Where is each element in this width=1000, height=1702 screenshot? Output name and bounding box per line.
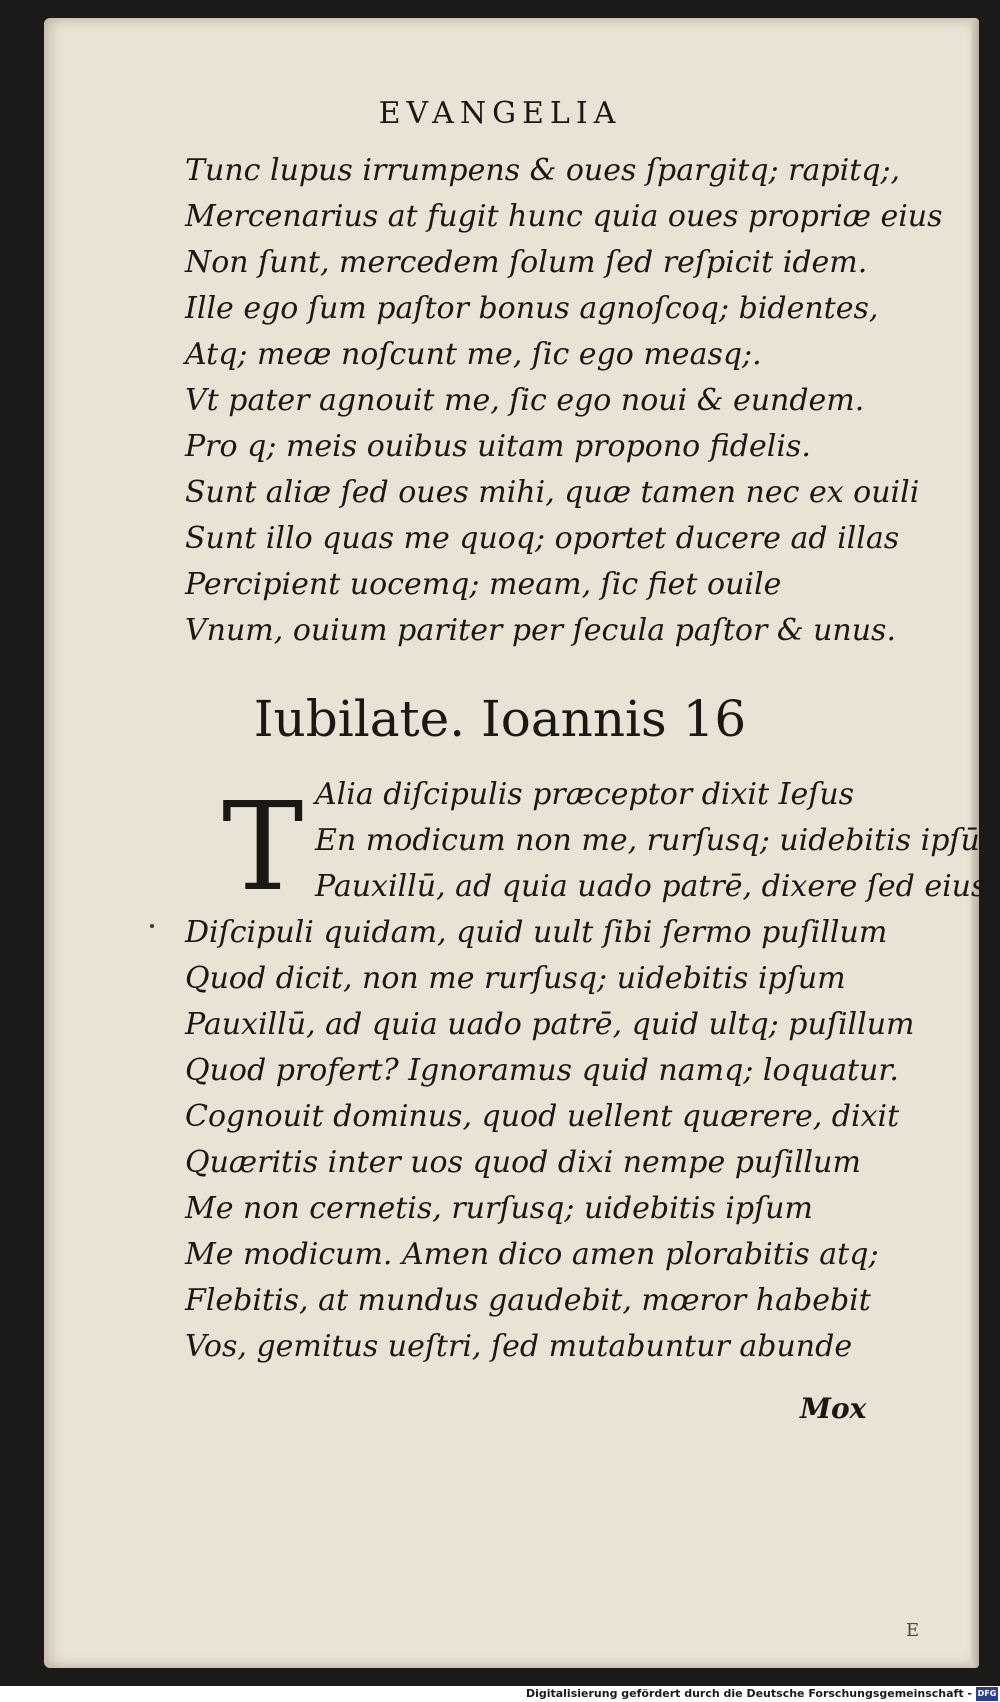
verse-line: Me non cernetis, rurſusq; uidebitis ipſum bbox=[185, 1191, 813, 1226]
verse-line: Vnum, ouium pariter per ſecula paſtor & unus. bbox=[185, 613, 896, 648]
verse-line: Diſcipuli quidam, quid uult ſibi ſermo puſillum bbox=[185, 915, 888, 950]
verse-block-1 bbox=[185, 148, 943, 654]
verse-line: Tunc lupus irrumpens & oues ſpargitq; rapitq;, bbox=[185, 153, 901, 188]
verse-line: Quod profert? Ignoramus quid namq; loquatur. bbox=[185, 1053, 899, 1088]
ink-speck bbox=[150, 924, 154, 928]
verse-line: Sunt illo quas me quoq; oportet ducere ad illas bbox=[185, 521, 900, 556]
drop-cap-letter: T bbox=[222, 776, 304, 918]
verse-line: Ille ego ſum paſtor bonus agnoſcoq; bidentes, bbox=[185, 291, 879, 326]
digitization-footer bbox=[0, 1686, 1000, 1702]
verse-line: Percipient uocemq; meam, ſic fiet ouile bbox=[185, 567, 782, 602]
verse-line: Cognouit dominus, quod uellent quærere, dixit bbox=[185, 1099, 900, 1134]
verse-line: En modicum non me, rurſusq; uidebitis ipſū bbox=[315, 823, 980, 858]
verse-line: Pauxillū, ad quia uado patrē, dixere ſed eius bbox=[315, 869, 987, 904]
signature-mark: E bbox=[906, 1620, 920, 1641]
verse-line: Non ſunt, mercedem ſolum ſed reſpicit idem. bbox=[185, 245, 868, 280]
verse-line: Pro q; meis ouibus uitam propono fidelis. bbox=[185, 429, 811, 464]
verse-line: Sunt aliæ ſed oues mihi, quæ tamen nec ex ouili bbox=[185, 475, 920, 510]
verse-line: Flebitis, at mundus gaudebit, mœror habebit bbox=[185, 1283, 871, 1318]
dfg-logo-icon: DFG bbox=[976, 1687, 998, 1701]
verse-line: Pauxillū, ad quia uado patrē, quid ultq; puſillum bbox=[185, 1007, 915, 1042]
verse-line: Atq; meæ noſcunt me, ſic ego measq;. bbox=[185, 337, 762, 372]
verse-block-2 bbox=[185, 772, 987, 1370]
verse-line: Mercenarius at fugit hunc quia oues propriæ eius bbox=[185, 199, 943, 234]
verse-line: Quod dicit, non me rurſusq; uidebitis ipſum bbox=[185, 961, 846, 996]
verse-line: Vt pater agnouit me, ſic ego noui & eundem. bbox=[185, 383, 865, 418]
footer-credit: Digitalisierung gefördert durch die Deutsche Forschungsgemeinschaft - bbox=[525, 1687, 972, 1700]
verse-line: Me modicum. Amen dico amen plorabitis atq; bbox=[185, 1237, 879, 1272]
running-head: EVANGELIA bbox=[378, 96, 622, 131]
verse-line: Quæritis inter uos quod dixi nempe puſillum bbox=[185, 1145, 861, 1180]
verse-line: Alia diſcipulis præceptor dixit Ieſus bbox=[315, 777, 855, 812]
catchword: Mox bbox=[800, 1392, 867, 1425]
verse-line: Vos, gemitus ueſtri, ſed mutabuntur abunde bbox=[185, 1329, 853, 1364]
section-title: Iubilate. Ioannis 16 bbox=[253, 690, 747, 748]
